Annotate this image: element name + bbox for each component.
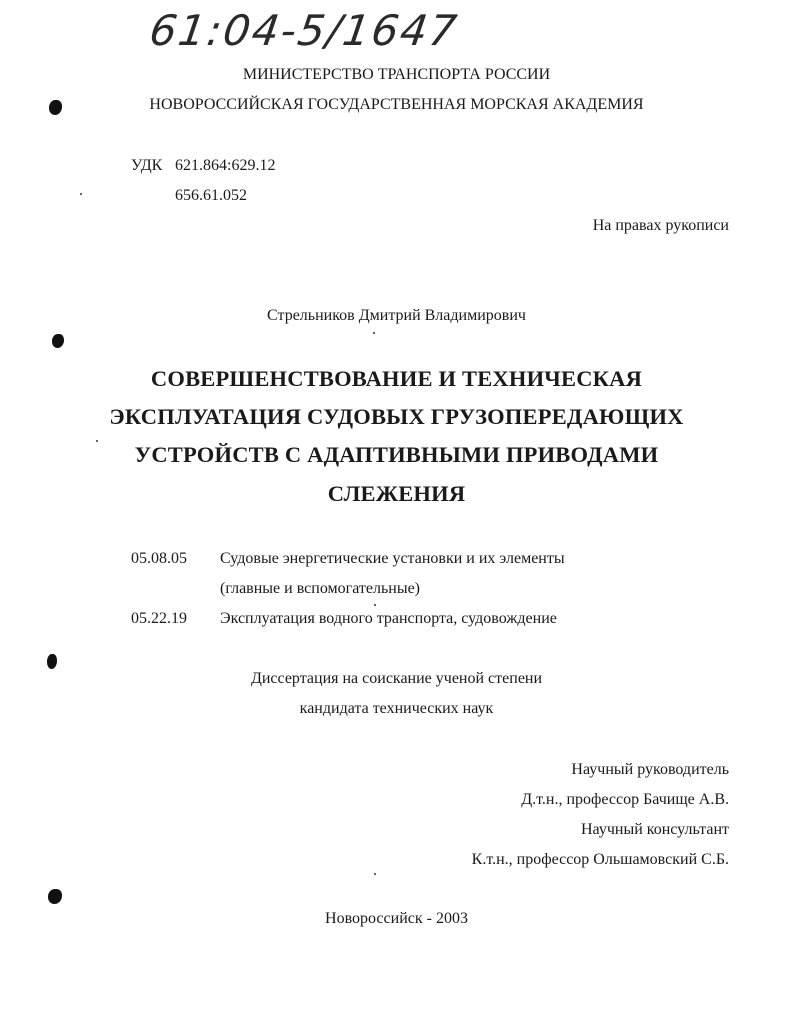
handwritten-stamp: 61:04-5/1647 — [146, 6, 462, 55]
dissertation-degree: Диссертация на соискание ученой степени — [250, 670, 543, 687]
scan-mark — [48, 889, 62, 904]
udk-code-1: 621.864:629.12 — [175, 157, 276, 174]
scan-speck — [96, 440, 98, 442]
udk-code-2: 656.61.052 — [175, 187, 247, 204]
city-year: Новороссийск - 2003 — [325, 910, 468, 927]
supervisor-name: Д.т.н., профессор Бачище А.В. — [521, 791, 729, 808]
specialty-name-continued: (главные и вспомогательные) — [220, 580, 421, 597]
dissertation-degree-continued: кандидата технических наук — [299, 700, 494, 717]
title-line: СЛЕЖЕНИЯ — [327, 481, 466, 506]
specialty-code: 05.22.19 — [131, 610, 187, 627]
udk-label: УДК — [131, 157, 163, 174]
consultant-name: К.т.н., профессор Ольшамовский С.Б. — [471, 851, 729, 868]
academy-header: НОВОРОССИЙСКАЯ ГОСУДАРСТВЕННАЯ МОРСКАЯ АКАДЕМИЯ — [149, 96, 644, 113]
ministry-header: МИНИСТЕРСТВО ТРАНСПОРТА РОССИИ — [242, 66, 551, 83]
specialty-code: 05.08.05 — [131, 550, 187, 567]
consultant-role: Научный консультант — [581, 821, 729, 838]
author-name: Стрельников Дмитрий Владимирович — [267, 307, 526, 324]
rights-notice: На правах рукописи — [592, 217, 729, 234]
title-line: ЭКСПЛУАТАЦИЯ СУДОВЫХ ГРУЗОПЕРЕДАЮЩИХ — [109, 404, 684, 429]
scan-speck — [80, 193, 82, 195]
specialty-name: Судовые энергетические установки и их элементы — [220, 550, 565, 567]
specialty-name: Эксплуатация водного транспорта, судовождение — [220, 610, 557, 627]
scan-speck — [374, 604, 376, 606]
scan-mark — [52, 334, 64, 348]
scan-mark — [47, 654, 57, 669]
title-line: СОВЕРШЕНСТВОВАНИЕ И ТЕХНИЧЕСКАЯ — [150, 366, 643, 391]
title-line: УСТРОЙСТВ С АДАПТИВНЫМИ ПРИВОДАМИ — [134, 442, 659, 467]
supervisor-role: Научный руководитель — [571, 761, 729, 778]
scan-speck — [373, 332, 375, 334]
scan-speck — [374, 873, 376, 875]
